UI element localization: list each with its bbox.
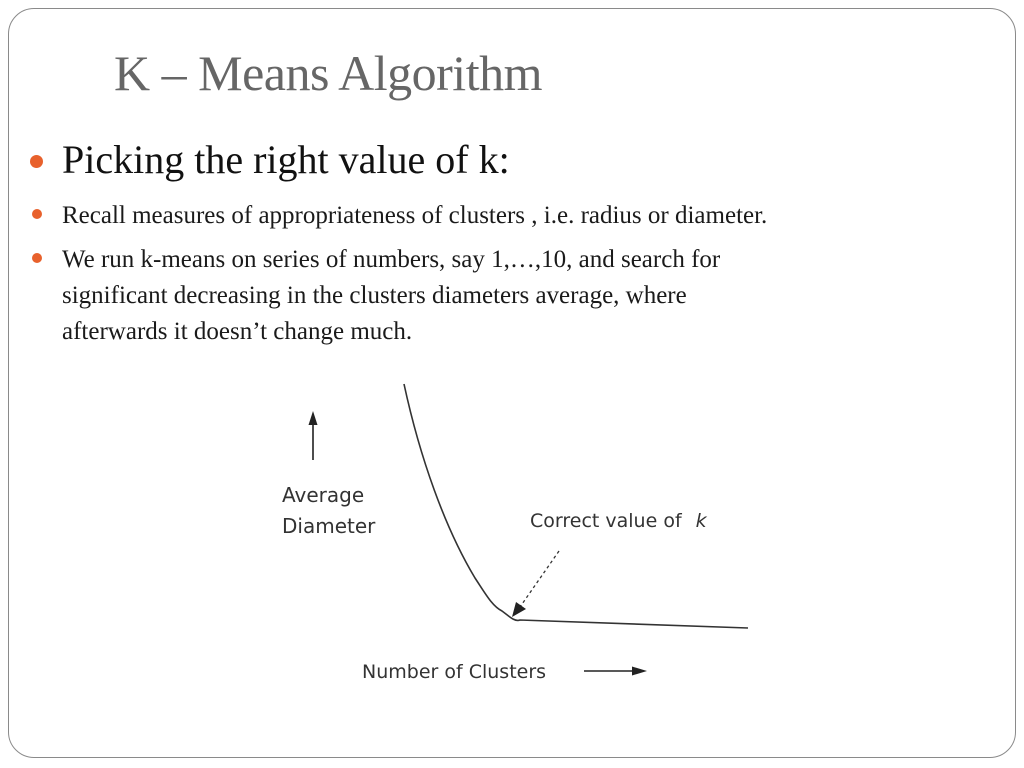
right-arrow-icon [584,667,647,676]
bullet-main-text: Picking the right value of k: [62,137,510,182]
bullet-dot-icon [30,155,43,168]
y-axis-label-line2: Diameter [282,514,376,538]
x-axis-label: Number of Clusters [362,661,547,683]
annotation-label: Correct value of k [530,510,707,532]
slide-title: K – Means Algorithm [114,45,542,101]
y-axis-label-line1: Average [282,483,365,507]
bullet-dot-icon [32,253,42,263]
up-arrow-icon [309,411,318,460]
dotted-pointer-arrow-icon [512,551,559,617]
bullet-sub-2-line: We run k-means on series of numbers, say 1,…,10, and search for [62,246,721,273]
elbow-curve [404,384,748,628]
elbow-figure [270,378,760,688]
bullet-sub-2-text [62,242,720,350]
bullet-sub-2-line: significant decreasing in the clusters diameters average, where [62,282,687,309]
bullet-dot-icon [32,209,42,219]
bullet-sub-2-line: afterwards it doesn’t change much. [62,318,413,345]
bullet-sub-1-text: Recall measures of appropriateness of clusters , i.e. radius or diameter. [62,202,768,229]
